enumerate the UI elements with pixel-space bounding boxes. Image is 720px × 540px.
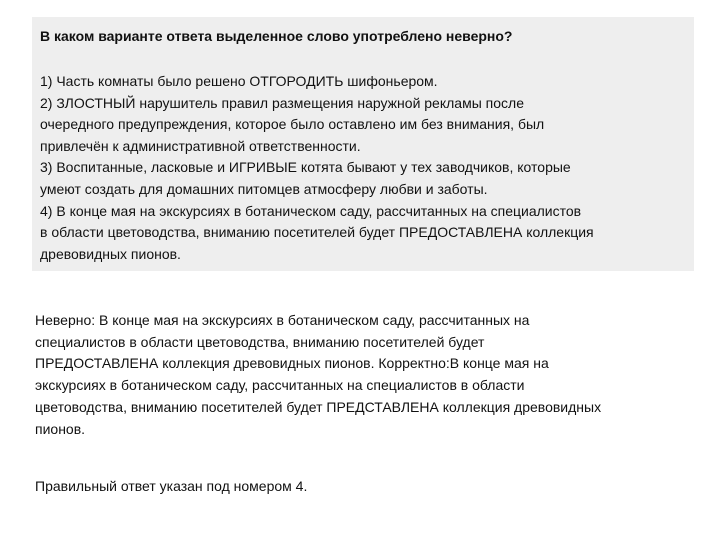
option-2-line-2: очередного предупреждения, которое было оставлено им без внимания, был	[40, 116, 545, 133]
option-4-line-1: 4) В конце мая на экскурсиях в ботаническом саду, рассчитанных на специалистов	[40, 202, 582, 219]
answer-line-3: ПРЕДОСТАВЛЕНА коллекция древовидных пионов. Корректно:В конце мая на	[35, 355, 549, 372]
answer-explanation	[35, 310, 705, 440]
option-2-line-1: 2) ЗЛОСТНЫЙ нарушитель правил размещения наружной рекламы после	[40, 94, 524, 111]
option-1-line-1: 1) Часть комнаты было решено ОТГОРОДИТЬ шифоньером.	[40, 73, 438, 89]
answer-options-list	[40, 71, 690, 265]
option-3-line-1: 3) Воспитанные, ласковые и ИГРИВЫЕ котята бывают у тех заводчиков, которые	[40, 159, 571, 176]
option-3	[40, 157, 690, 200]
answer-line-6: пионов.	[35, 420, 86, 437]
answer-line-5: цветоводства, вниманию посетителей будет ПРЕДСТАВЛЕНА коллекция древовидных	[35, 398, 602, 415]
option-3-line-2: умеют создать для домашних питомцев атмосферу любви и заботы.	[40, 180, 488, 197]
option-1	[40, 71, 690, 93]
answer-line-2: специалистов в области цветоводства, вниманию посетителей будет	[35, 333, 485, 350]
correct-answer-statement: Правильный ответ указан под номером 4.	[35, 478, 308, 494]
option-4-line-3: древовидных пионов.	[40, 245, 181, 262]
option-2	[40, 93, 690, 158]
option-4-line-2: в области цветоводства, вниманию посетителей будет ПРЕДОСТАВЛЕНА коллекция	[40, 224, 594, 241]
option-2-line-3: привлечён к административной ответственности.	[40, 137, 361, 154]
answer-line-4: экскурсиях в ботаническом саду, рассчитанных на специалистов в области	[35, 377, 525, 394]
option-4	[40, 201, 690, 266]
question-title: В каком варианте ответа выделенное слово употреблено неверно?	[40, 28, 513, 44]
answer-line-1: Неверно: В конце мая на экскурсиях в ботаническом саду, рассчитанных на	[35, 312, 530, 328]
